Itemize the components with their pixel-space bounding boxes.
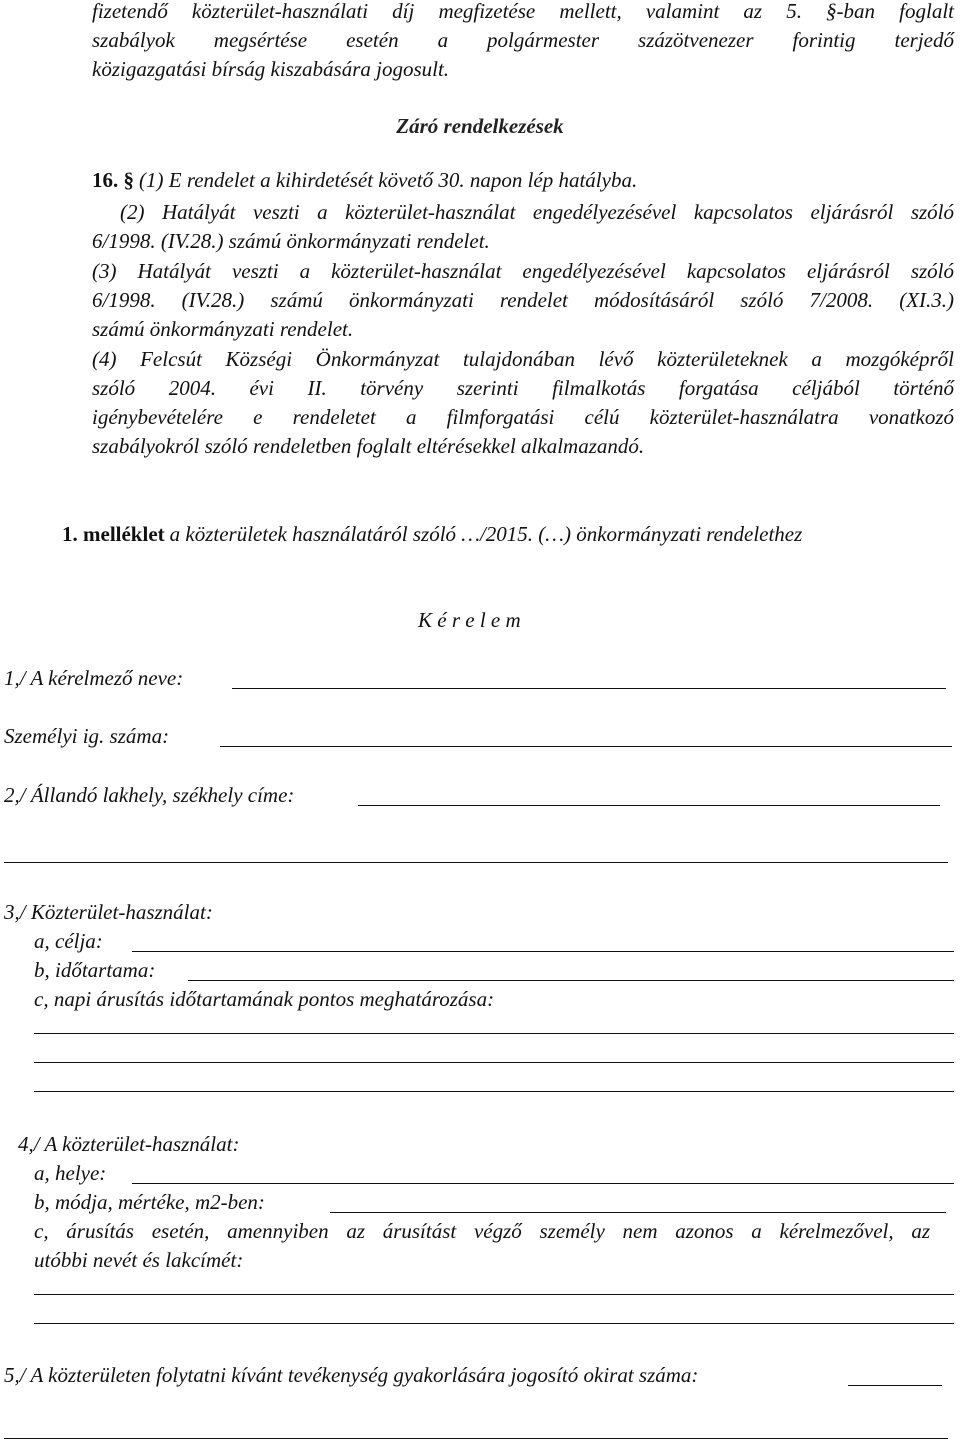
method-area-label: b, módja, mértéke, m2-ben: xyxy=(34,1190,265,1214)
applicant-name-field[interactable] xyxy=(232,688,946,689)
location-field[interactable] xyxy=(132,1183,954,1184)
sales-time-field-2[interactable] xyxy=(34,1062,954,1063)
duration-field[interactable] xyxy=(188,980,954,981)
section-number: 16. § xyxy=(92,168,134,192)
sales-time-label: c, napi árusítás időtartamának pontos meghatározása: xyxy=(34,987,495,1011)
section-16-p1-text: (1) E rendelet a kihirdetését követő 30. napon lép hatályba. xyxy=(139,168,638,192)
intro-line-3: közigazgatási bírság kiszabására jogosult. xyxy=(92,57,450,81)
location-label: a, helye: xyxy=(34,1161,107,1185)
address-label: 2,/ Állandó lakhely, székhely címe: xyxy=(4,783,295,807)
sales-time-field-1[interactable] xyxy=(34,1033,954,1034)
section-16-p4-line-1: (4) Felcsút Községi Önkormányzat tulajdonában lévő közterületeknek a mozgóképről xyxy=(92,347,954,371)
applicant-name-label: 1,/ A kérelmező neve: xyxy=(4,666,184,690)
public-space-use-label: 3,/ Közterület-használat: xyxy=(4,900,213,924)
address-field-continued[interactable] xyxy=(4,862,948,863)
intro-line-1: fizetendő közterület-használati díj megfizetése mellett, valamint az 5. §-ban foglalt xyxy=(92,0,954,23)
seller-info-line-2: utóbbi nevét és lakcímét: xyxy=(34,1248,244,1272)
section-16-p3-line-2: 6/1998. (IV.28.) számú önkormányzati rendelet módosításáról szóló 7/2008. (XI.3.) xyxy=(92,288,954,312)
public-space-use-label-2: 4,/ A közterület-használat: xyxy=(18,1132,240,1156)
seller-info-field-2[interactable] xyxy=(34,1323,954,1324)
duration-label: b, időtartama: xyxy=(34,958,156,982)
id-number-label: Személyi ig. száma: xyxy=(4,724,170,748)
section-16-p4-line-3: igénybevételére e rendeletet a filmforgatási célú közterület-használatra vonatkozó xyxy=(92,405,954,429)
form-title: K é r e l e m xyxy=(418,608,521,632)
annex-title xyxy=(62,521,802,547)
section-16-p3-line-1: (3) Hatályát veszti a közterület-használat engedélyezésével kapcsolatos eljárásról szóló xyxy=(92,259,954,283)
section-16-p2-line-2: 6/1998. (IV.28.) számú önkormányzati rendelet. xyxy=(92,229,490,253)
address-field[interactable] xyxy=(358,805,940,806)
section-16-paragraph-1 xyxy=(92,167,637,193)
section-16-p4-line-4: szabályokról szóló rendeletben foglalt eltérésekkel alkalmazandó. xyxy=(92,434,645,458)
method-area-field[interactable] xyxy=(330,1212,946,1213)
section-16-p4-line-2: szóló 2004. évi II. törvény szerinti filmalkotás forgatása céljából történő xyxy=(92,376,954,400)
id-number-field[interactable] xyxy=(220,746,952,747)
seller-info-field-1[interactable] xyxy=(34,1294,954,1295)
purpose-label: a, célja: xyxy=(34,929,103,953)
purpose-field[interactable] xyxy=(132,951,954,952)
permit-document-label: 5,/ A közterületen folytatni kívánt tevékenység gyakorlására jogosító okirat száma: xyxy=(4,1363,699,1387)
sales-time-field-3[interactable] xyxy=(34,1091,954,1092)
section-16-p2-line-1: (2) Hatályát veszti a közterület-használat engedélyezésével kapcsolatos eljárásról szóló xyxy=(120,200,954,224)
intro-line-2: szabályok megsértése esetén a polgármester százötvenezer forintig terjedő xyxy=(92,28,954,52)
section-16-p3-line-3: számú önkormányzati rendelet. xyxy=(92,317,354,341)
annex-reference: a közterületek használatáról szóló …/2015. (…) önkormányzati rendelethez xyxy=(169,522,803,546)
annex-number: 1. melléklet xyxy=(62,522,165,546)
permit-document-field-continued[interactable] xyxy=(4,1438,948,1439)
section-heading: Záró rendelkezések xyxy=(396,114,564,138)
seller-info-line-1: c, árusítás esetén, amennyiben az árusítást végző személy nem azonos a kérelmezővel, az xyxy=(34,1219,930,1243)
permit-document-field[interactable] xyxy=(848,1385,942,1386)
